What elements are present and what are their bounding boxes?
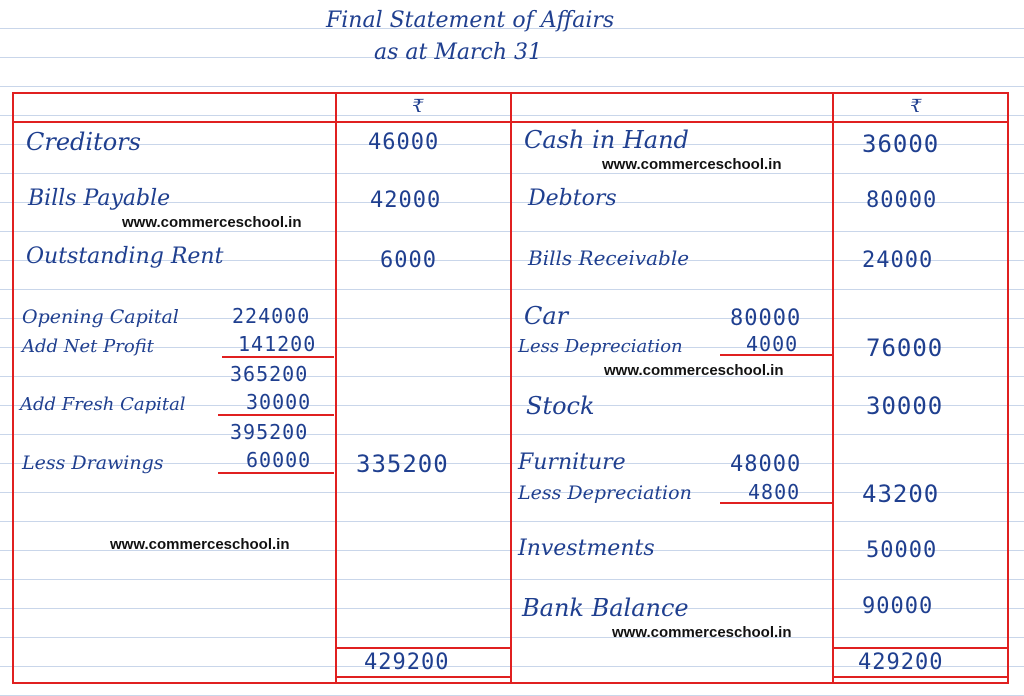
bank-label: Bank Balance <box>522 594 689 622</box>
assets-total-line-bottom <box>832 676 1009 678</box>
watermark: www.commerceschool.in <box>604 362 784 379</box>
assets-total-line-top <box>832 647 1009 649</box>
statement-title: Final Statement of Affairs <box>326 8 615 33</box>
capital-subtotal-2: 395200 <box>230 420 309 444</box>
assets-total: 429200 <box>858 650 944 675</box>
assets-currency-header: ₹ <box>910 96 922 117</box>
net-profit-label: Add Net Profit <box>22 336 154 357</box>
capital-subtotal-1: 365200 <box>230 362 309 386</box>
watermark: www.commerceschool.in <box>122 214 302 231</box>
bills-receivable-amount: 24000 <box>862 248 934 273</box>
fresh-capital-amount: 30000 <box>246 390 312 414</box>
stock-amount: 30000 <box>866 392 944 420</box>
stock-label: Stock <box>526 392 595 420</box>
outstanding-rent-amount: 6000 <box>380 248 437 273</box>
liabilities-currency-header: ₹ <box>412 96 424 117</box>
car-gross-amount: 80000 <box>730 306 802 331</box>
liabilities-amount-col-left <box>335 92 337 684</box>
table-right-border <box>1007 92 1009 684</box>
bank-amount: 90000 <box>862 594 934 619</box>
watermark: www.commerceschool.in <box>602 156 782 173</box>
furniture-net-amount: 43200 <box>862 480 940 508</box>
debtors-amount: 80000 <box>866 188 938 213</box>
assets-amount-col-left <box>832 92 834 684</box>
watermark: www.commerceschool.in <box>612 624 792 641</box>
liabilities-total-line-top <box>335 647 512 649</box>
statement-date: as at March 31 <box>374 40 542 65</box>
liabilities-total: 429200 <box>364 650 450 675</box>
debtors-label: Debtors <box>528 186 617 211</box>
net-profit-underline <box>222 356 334 358</box>
drawings-amount: 60000 <box>246 448 312 472</box>
capital-net-amount: 335200 <box>356 450 449 478</box>
bills-receivable-label: Bills Receivable <box>528 246 690 270</box>
outstanding-rent-label: Outstanding Rent <box>26 244 224 269</box>
furniture-label: Furniture <box>518 450 626 475</box>
car-label: Car <box>524 302 569 330</box>
table-left-border <box>12 92 14 684</box>
creditors-label: Creditors <box>26 128 141 156</box>
fresh-capital-underline <box>218 414 334 416</box>
cash-amount: 36000 <box>862 130 940 158</box>
car-dep-label: Less Depreciation <box>518 336 683 357</box>
investments-label: Investments <box>518 536 655 561</box>
middle-divider <box>510 92 512 684</box>
creditors-amount: 46000 <box>368 130 440 155</box>
bills-payable-label: Bills Payable <box>28 186 171 211</box>
net-profit-amount: 141200 <box>238 332 317 356</box>
investments-amount: 50000 <box>866 538 938 563</box>
fresh-capital-label: Add Fresh Capital <box>20 394 186 415</box>
drawings-label: Less Drawings <box>22 452 164 474</box>
liabilities-total-line-bottom <box>335 676 512 678</box>
watermark: www.commerceschool.in <box>110 536 290 553</box>
drawings-underline <box>218 472 334 474</box>
furniture-gross-amount: 48000 <box>730 452 802 477</box>
furniture-dep-amount: 4800 <box>748 480 801 504</box>
furniture-dep-label: Less Depreciation <box>518 482 692 504</box>
cash-label: Cash in Hand <box>524 126 689 154</box>
opening-capital-amount: 224000 <box>232 304 311 328</box>
opening-capital-label: Opening Capital <box>22 306 179 328</box>
car-dep-amount: 4000 <box>746 332 799 356</box>
bills-payable-amount: 42000 <box>370 188 442 213</box>
car-net-amount: 76000 <box>866 334 944 362</box>
